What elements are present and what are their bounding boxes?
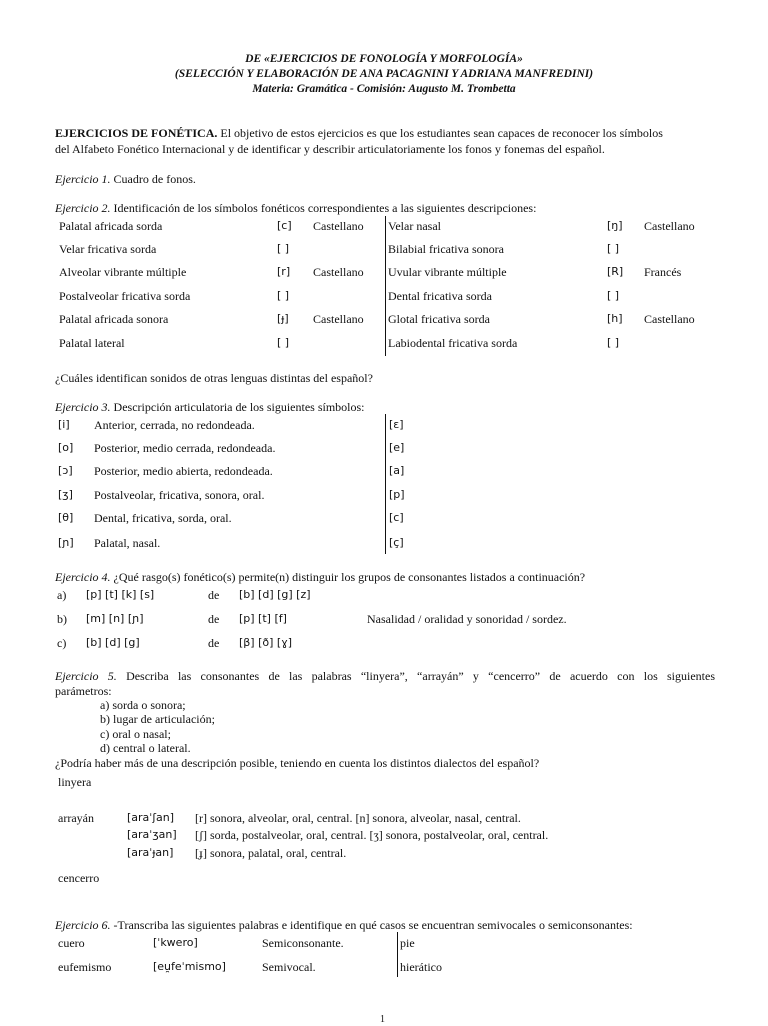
ex2-right-desc: Dental fricativa sorda <box>388 289 492 303</box>
ex3-right-sym: [c] <box>389 511 404 524</box>
ex3-divider <box>385 414 386 554</box>
ex2-left-sym: [ ] <box>277 242 290 255</box>
ex3-sym: [i] <box>58 418 70 431</box>
ex6-word: eufemismo <box>58 960 112 974</box>
ex3-right-sym: [p] <box>389 488 405 501</box>
ex4-key: b) <box>57 612 67 626</box>
ex4-group1: [b] [d] [g] <box>86 636 140 649</box>
ex5-label: Ejercicio 5. <box>55 669 117 683</box>
ex6-transcription: [eu̯feˈmismo] <box>153 960 226 973</box>
ex2-right-sym: [ ] <box>607 336 620 349</box>
ex4-de: de <box>208 612 220 626</box>
ex5-text2: parámetros: <box>55 684 112 698</box>
ex2-right-desc: Uvular vibrante múltiple <box>388 265 507 279</box>
intro-line1 <box>55 126 663 140</box>
ex2-left-desc: Alveolar vibrante múltiple <box>59 265 187 279</box>
ex3-desc: Anterior, cerrada, no redondeada. <box>94 418 255 432</box>
intro-text1: El objetivo de estos ejercicios es que los estudiantes sean capaces de reconocer los símbolos <box>220 126 663 140</box>
ex4-heading <box>55 570 585 584</box>
ex2-left-lang: Castellano <box>313 219 364 233</box>
doc-header-line2: (SELECCIÓN Y ELABORACIÓN DE ANA PACAGNINI Y ADRIANA MANFREDINI) <box>174 68 594 80</box>
ex2-left-desc: Palatal africada sonora <box>59 312 169 326</box>
ex2-right-sym: [ ] <box>607 242 620 255</box>
ex2-right-lang: Castellano <box>644 312 695 326</box>
ex2-left-sym: [c] <box>277 219 292 232</box>
ex2-left-desc: Velar fricativa sorda <box>59 242 157 256</box>
ex6-text: -Transcriba las siguientes palabras e identifique en qué casos se encuentran semivocales o semiconsonantes: <box>113 918 633 932</box>
ex3-sym: [ʒ] <box>58 488 73 501</box>
ex3-sym: [o] <box>58 441 74 454</box>
ex2-right-lang: Castellano <box>644 219 695 233</box>
ex5-transcription: [araˈɟan] <box>127 846 174 859</box>
ex4-text: ¿Qué rasgo(s) fonético(s) permite(n) distinguir los grupos de consonantes listados a continuación? <box>113 570 586 584</box>
ex5-word-arrayan: arrayán <box>58 811 94 825</box>
ex3-heading <box>55 400 365 414</box>
ex6-divider <box>397 932 398 977</box>
ex5-word-linyera: linyera <box>58 775 92 789</box>
doc-header-line1: DE «EJERCICIOS DE FONOLOGÍA Y MORFOLOGÍA» <box>245 53 523 65</box>
ex6-label: Ejercicio 6. <box>55 918 111 932</box>
ex4-group2: [p] [t] [f] <box>239 612 287 625</box>
ex5-param: a) sorda o sonora; <box>100 698 186 712</box>
ex2-right-desc: Bilabial fricativa sonora <box>388 242 504 256</box>
ex3-desc: Postalveolar, fricativa, sonora, oral. <box>94 488 265 502</box>
ex3-text: Descripción articulatoria de los siguientes símbolos: <box>113 400 365 414</box>
ex1 <box>55 172 196 186</box>
ex6-transcription: [ˈkwero] <box>153 936 198 949</box>
ex6-type: Semiconsonante. <box>262 936 344 950</box>
ex3-label: Ejercicio 3. <box>55 400 111 414</box>
ex3-desc: Posterior, medio abierta, redondeada. <box>94 464 273 478</box>
ex2-divider <box>385 216 386 356</box>
ex4-group1: [p] [t] [k] [s] <box>86 588 155 601</box>
ex2-right-sym: [ ] <box>607 289 620 302</box>
intro-title: EJERCICIOS DE FONÉTICA. <box>55 126 218 140</box>
ex3-right-sym: [ɛ] <box>389 418 404 431</box>
ex6-word: cuero <box>58 936 85 950</box>
ex5-question: ¿Podría haber más de una descripción posible, teniendo en cuenta los distintos dialectos del español? <box>55 756 540 770</box>
ex2-left-sym: [r] <box>277 265 291 278</box>
ex2-right-sym: [h] <box>607 312 623 325</box>
ex3-desc: Palatal, nasal. <box>94 536 161 550</box>
ex5-param: b) lugar de articulación; <box>100 712 215 726</box>
ex5-heading <box>55 669 715 683</box>
ex5-description: [ʃ] sorda, postalveolar, oral, central. [ʒ] sonora, postalveolar, oral, central. <box>195 828 549 842</box>
ex6-right-word: hierático <box>400 960 442 974</box>
ex3-sym: [ɲ] <box>58 536 74 549</box>
ex5-description: [r] sonora, alveolar, oral, central. [n] sonora, alveolar, nasal, central. <box>195 811 521 825</box>
ex2-text: Identificación de los símbolos fonéticos correspondientes a las siguientes descripciones: <box>113 201 537 215</box>
ex2-left-sym: [ ] <box>277 289 290 302</box>
ex2-left-desc: Palatal africada sorda <box>59 219 163 233</box>
ex5-text1: Describa las consonantes de las palabras “linyera”, “arrayán” y “cencerro” de acuerdo con los siguientes <box>126 669 716 683</box>
ex2-question: ¿Cuáles identifican sonidos de otras lenguas distintas del español? <box>55 371 373 385</box>
ex2-right-desc: Glotal fricativa sorda <box>388 312 490 326</box>
doc-header-line3: Materia: Gramática - Comisión: Augusto M. Trombetta <box>252 83 516 95</box>
ex4-de: de <box>208 636 220 650</box>
ex5-param: c) oral o nasal; <box>100 727 171 741</box>
ex5-transcription: [araˈʒan] <box>127 828 177 841</box>
ex1-label: Ejercicio 1. <box>55 172 111 186</box>
ex5-param: d) central o lateral. <box>100 741 191 755</box>
ex3-desc: Posterior, medio cerrada, redondeada. <box>94 441 276 455</box>
ex2-left-desc: Palatal lateral <box>59 336 125 350</box>
intro-text2: del Alfabeto Fonético Internacional y de identificar y describir articulatoriamente los fonos y fonemas del español. <box>55 142 605 156</box>
page-number: 1 <box>380 1014 385 1025</box>
ex4-answer: Nasalidad / oralidad y sonoridad / sordez. <box>367 612 567 626</box>
ex5-transcription: [araˈʃan] <box>127 811 175 824</box>
ex2-left-lang: Castellano <box>313 265 364 279</box>
ex2-right-desc: Labiodental fricativa sorda <box>388 336 518 350</box>
ex1-text: Cuadro de fonos. <box>113 172 196 186</box>
ex6-type: Semivocal. <box>262 960 316 974</box>
ex4-label: Ejercicio 4. <box>55 570 111 584</box>
ex3-desc: Dental, fricativa, sorda, oral. <box>94 511 232 525</box>
ex3-right-sym: [a] <box>389 464 405 477</box>
ex6-right-word: pie <box>400 936 415 950</box>
ex4-group2: [b] [d] [g] [z] <box>239 588 311 601</box>
ex2-left-sym: [ɟ] <box>277 312 289 325</box>
ex2-right-desc: Velar nasal <box>388 219 441 233</box>
ex2-left-desc: Postalveolar fricativa sorda <box>59 289 191 303</box>
ex6-heading <box>55 918 633 932</box>
ex2-label: Ejercicio 2. <box>55 201 111 215</box>
ex2-left-lang: Castellano <box>313 312 364 326</box>
ex4-key: a) <box>57 588 67 602</box>
ex3-sym: [θ] <box>58 511 74 524</box>
ex5-word-cencerro: cencerro <box>58 871 100 885</box>
ex4-group2: [β] [ð] [ɣ] <box>239 636 293 649</box>
ex2-right-lang: Francés <box>644 265 682 279</box>
ex4-group1: [m] [n] [ɲ] <box>86 612 144 625</box>
ex3-right-sym: [e] <box>389 441 405 454</box>
ex5-description: [ɟ] sonora, palatal, oral, central. <box>195 846 347 860</box>
ex4-de: de <box>208 588 220 602</box>
ex3-sym: [ɔ] <box>58 464 73 477</box>
ex2-heading <box>55 201 536 215</box>
ex4-key: c) <box>57 636 67 650</box>
ex2-right-sym: [ŋ] <box>607 219 623 232</box>
ex2-left-sym: [ ] <box>277 336 290 349</box>
ex2-right-sym: [R] <box>607 265 624 278</box>
ex3-right-sym: [ç] <box>389 536 404 549</box>
